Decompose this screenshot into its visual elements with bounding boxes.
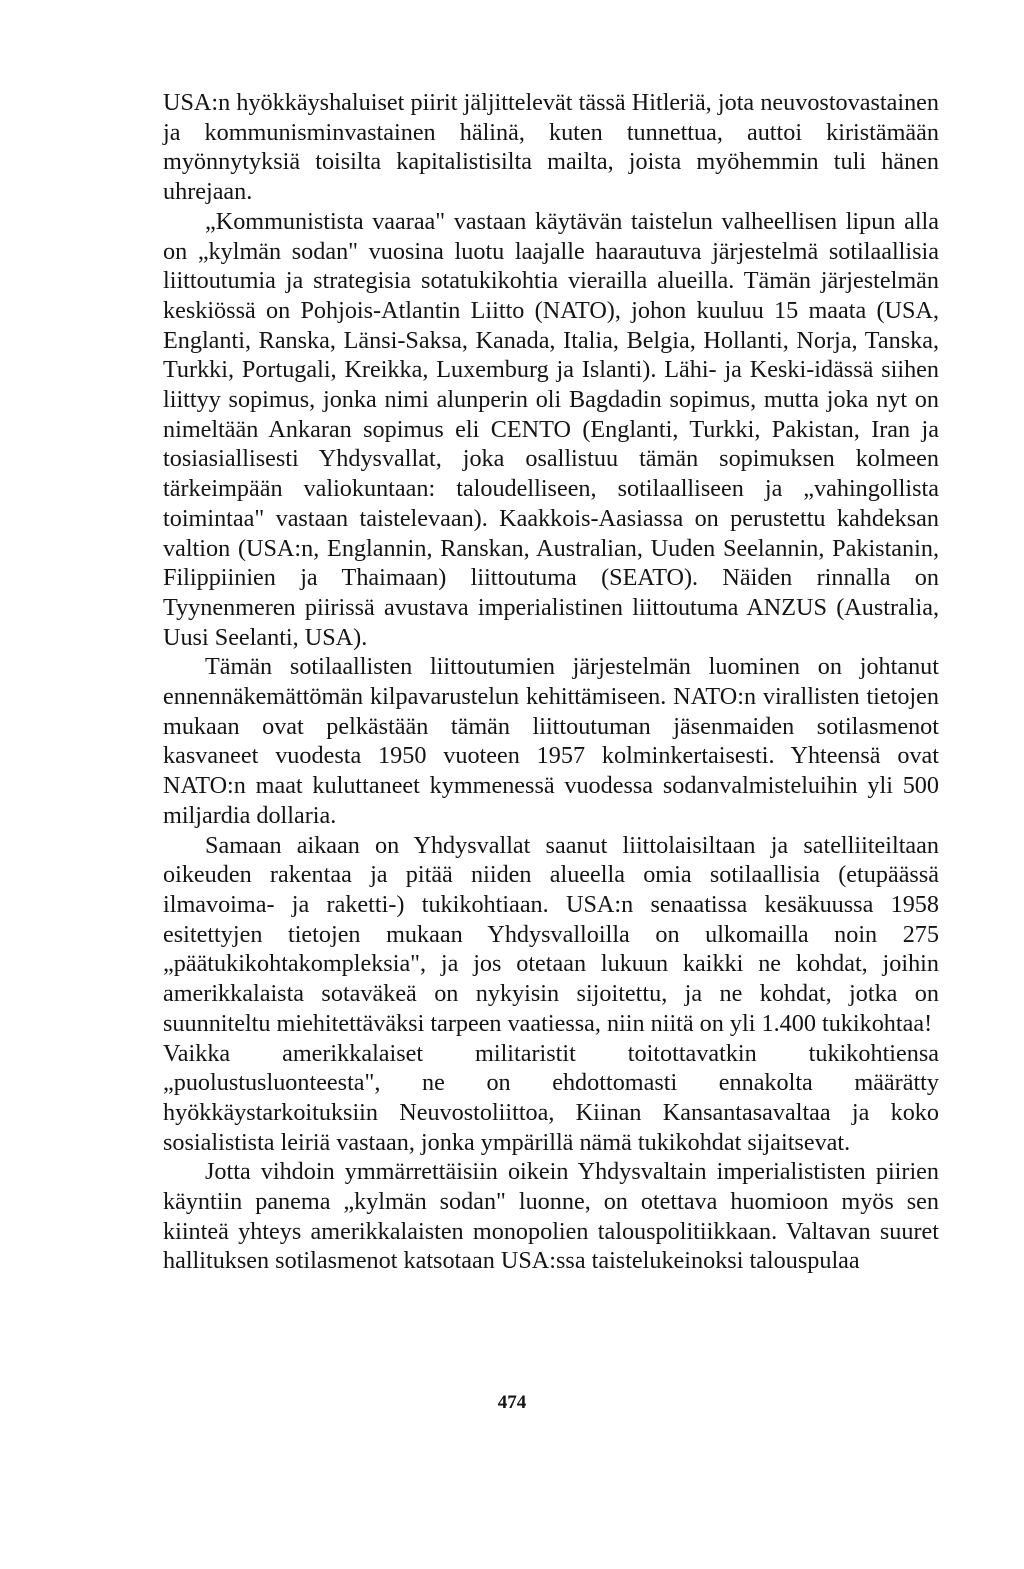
paragraph-3: Tämän sotilaallisten liittoutumien järjestelmän luominen on johtanut ennennäkemättömän kilpavarustelun kehittämiseen. NATO:n virallisten tietojen mukaan ovat pelkästään tämän liittoutuman jäsenmaiden sotilasmenot kasvaneet vuodesta 1950 vuoteen 1957 kolminkertaisesti. Yhteensä ovat NATO:n maat kuluttaneet kymmenessä vuodessa sodanvalmisteluihin yli 500 miljardia dollaria. — [163, 653, 939, 829]
paragraph-4: Samaan aikaan on Yhdysvallat saanut liittolaisiltaan ja satelliiteiltaan oikeuden rakentaa ja pitää niiden alueella omia sotilaallisia (etupäässä ilmavoima- ja raketti-) tukikohtiaan. USA:n senaatissa kesäkuussa 1958 esitettyjen tietojen mukaan Yhdysvalloilla on ulkomailla noin 275 „päätukikohtakompleksia", ja jos otetaan lukuun kaikki ne kohdat, joihin amerikkalaista sotaväkeä on nykyisin sijoitettu, ja ne kohdat, jotka on suunniteltu miehitettäväksi tarpeen vaatiessa, niin niitä on yli 1.400 tukikohtaa! — [163, 831, 939, 1037]
paragraph-5: Vaikka amerikkalaiset militaristit toitottavatkin tukikohtiensa „puolustusluonteesta", ne on ehdottomasti ennakolta määrätty hyökkäystarkoituksiin Neuvostoliittoa, Kiinan Kansantasavaltaa ja koko sosialistista leiriä vastaan, jonka ympärillä nämä tukikohdat sijaitsevat. — [163, 1039, 939, 1156]
paragraph-1: USA:n hyökkäyshaluiset piirit jäljittelevät tässä Hitleriä, jota neuvostovastainen ja kommunisminvastainen hälinä, kuten tunnettua, auttoi kiristämään myönnytyksiä toisilta kapitalistisilta mailta, joista myöhemmin tuli hänen uhrejaan. — [163, 89, 939, 206]
paragraph-2: „Kommunistista vaaraa" vastaan käytävän taistelun valheellisen lipun alla on „kylmän sodan" vuosina luotu laajalle haarautuva järjestelmä sotilaallisia liittoutumia ja strategisia sotatukikohtia vierailla alueilla. Tämän järjestelmän keskiössä on Pohjois-Atlantin Liitto (NATO), johon kuuluu 15 maata (USA, Englanti, Ranska, Länsi-Saksa, Kanada, Italia, Belgia, Hollanti, Norja, Tanska, Turkki, Portugali, Kreikka, Luxemburg ja Islanti). Lähi- ja Keski-idässä siihen liittyy sopimus, jonka nimi alunperin oli Bagdadin sopimus, mutta joka nyt on nimeltään Ankaran sopimus eli CENTO (Englanti, Turkki, Pakistan, Iran ja tosiasiallisesti Yhdysvallat, joka osallistuu tämän sopimuksen kolmeen tärkeimpään valiokuntaan: taloudelliseen, sotilaalliseen ja „vahingollista toimintaa" vastaan taistelevaan). Kaakkois-Aasiassa on perustettu kahdeksan valtion (USA:n, Englannin, Ranskan, Australian, Uuden Seelannin, Pakistanin, Filippiinien ja Thaimaan) liittoutuma (SEATO). Näiden rinnalla on Tyynenmeren piirissä avustava imperialistinen liittoutuma ANZUS (Australia, Uusi Seelanti, USA). — [163, 207, 939, 651]
paragraph-6: Jotta vihdoin ymmärrettäisiin oikein Yhdysvaltain imperialististen piirien käyntiin panema „kylmän sodan" luonne, on otettava huomioon myös sen kiinteä yhteys amerikkalaisten monopolien talouspolitiikkaan. Valtavan suuret hallituksen sotilasmenot katsotaan USA:ssa taistelukeinoksi talouspulaa — [163, 1158, 939, 1275]
page-body — [163, 88, 939, 1276]
page-number: 474 — [497, 1392, 527, 1413]
